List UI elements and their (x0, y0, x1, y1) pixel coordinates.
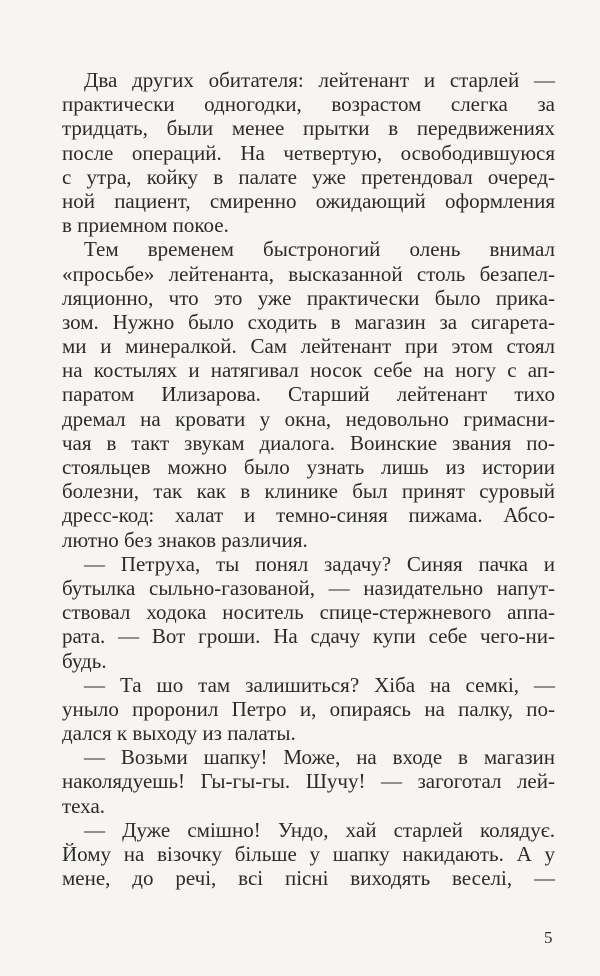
text-line: тридцать, были менее прытки в передвижениях (62, 116, 555, 141)
text-line: дался к выходу из палаты. (62, 721, 296, 746)
text-line: ляционно, что это уже практически было прика- (62, 285, 555, 310)
text-line: ной пациент, смиренно ожидающий оформления (62, 188, 555, 213)
paragraph (62, 68, 555, 237)
paragraph (62, 552, 555, 673)
text-line: чая в такт звукам диалога. Воинские звания по- (62, 430, 555, 455)
text-line: дресс-код: халат и темно-синяя пижама. Абсо- (62, 503, 555, 528)
text-line: Йому на візочку більше у шапку накидають. А у (62, 842, 555, 866)
text-line: лютно без знаков различия. (62, 527, 308, 552)
text-line: будь. (62, 648, 107, 673)
text-line: с утра, койку в палате уже претендовал очеред- (62, 164, 555, 189)
text-line: на костылях и натягивал носок себе на ногу с ап- (62, 358, 555, 383)
text-line: уныло проронил Петро и, опираясь на палку, по- (62, 696, 555, 721)
text-line: теха. (62, 793, 106, 818)
text-line: ствовал ходока носитель спице-стержневого аппа- (62, 600, 555, 625)
text-line: рата. — Вот гроши. На сдачу купи себе чего-ни- (62, 624, 555, 649)
page-number: 5 (544, 928, 553, 947)
text-line: болезни, так как в клинике был принят суровый (62, 479, 555, 504)
paragraph (62, 673, 555, 746)
text-line: бутылка сыльно-газованой, — назидательно напут- (62, 575, 555, 600)
paragraph (62, 745, 555, 818)
paragraph (62, 237, 555, 551)
text-line: в приемном покое. (62, 213, 229, 238)
text-line: Два других обитателя: лейтенант и старлей — (84, 68, 555, 92)
text-line: — Дуже смішно! Ундо, хай старлей колядує. (84, 817, 555, 842)
text-line: стояльцев можно было узнать лишь из истории (62, 455, 555, 479)
text-line: ми и минералкой. Сам лейтенант при этом стоял (62, 334, 555, 359)
text-line: мене, до речі, всі пісні виходять веселі, — (62, 866, 555, 891)
text-line: — Та шо там залишиться? Хіба на семкі, — (84, 672, 555, 697)
text-line: — Петруха, ты понял задачу? Синяя пачка и (84, 551, 555, 576)
text-line: зом. Нужно было сходить в магазин за сигарета- (62, 309, 555, 334)
text-line: паратом Илизарова. Старший лейтенант тихо (62, 382, 555, 407)
text-line: после операций. На четвертую, освободившуюся (62, 140, 555, 165)
text-line: дремал на кровати у окна, недовольно гримасни- (62, 406, 555, 431)
paragraph (62, 818, 555, 891)
text-line: практически одногодки, возрастом слегка за (62, 92, 555, 117)
text-line: «просьбе» лейтенанта, высказанной столь безапел- (62, 261, 555, 286)
text-line: — Возьми шапку! Може, на входе в магазин (84, 745, 555, 770)
text-line: Тем временем быстроногий олень внимал (84, 237, 555, 262)
page-body-text (62, 68, 555, 890)
text-line: наколядуешь! Гы-гы-гы. Шучу! — загоготал лей- (62, 769, 555, 794)
